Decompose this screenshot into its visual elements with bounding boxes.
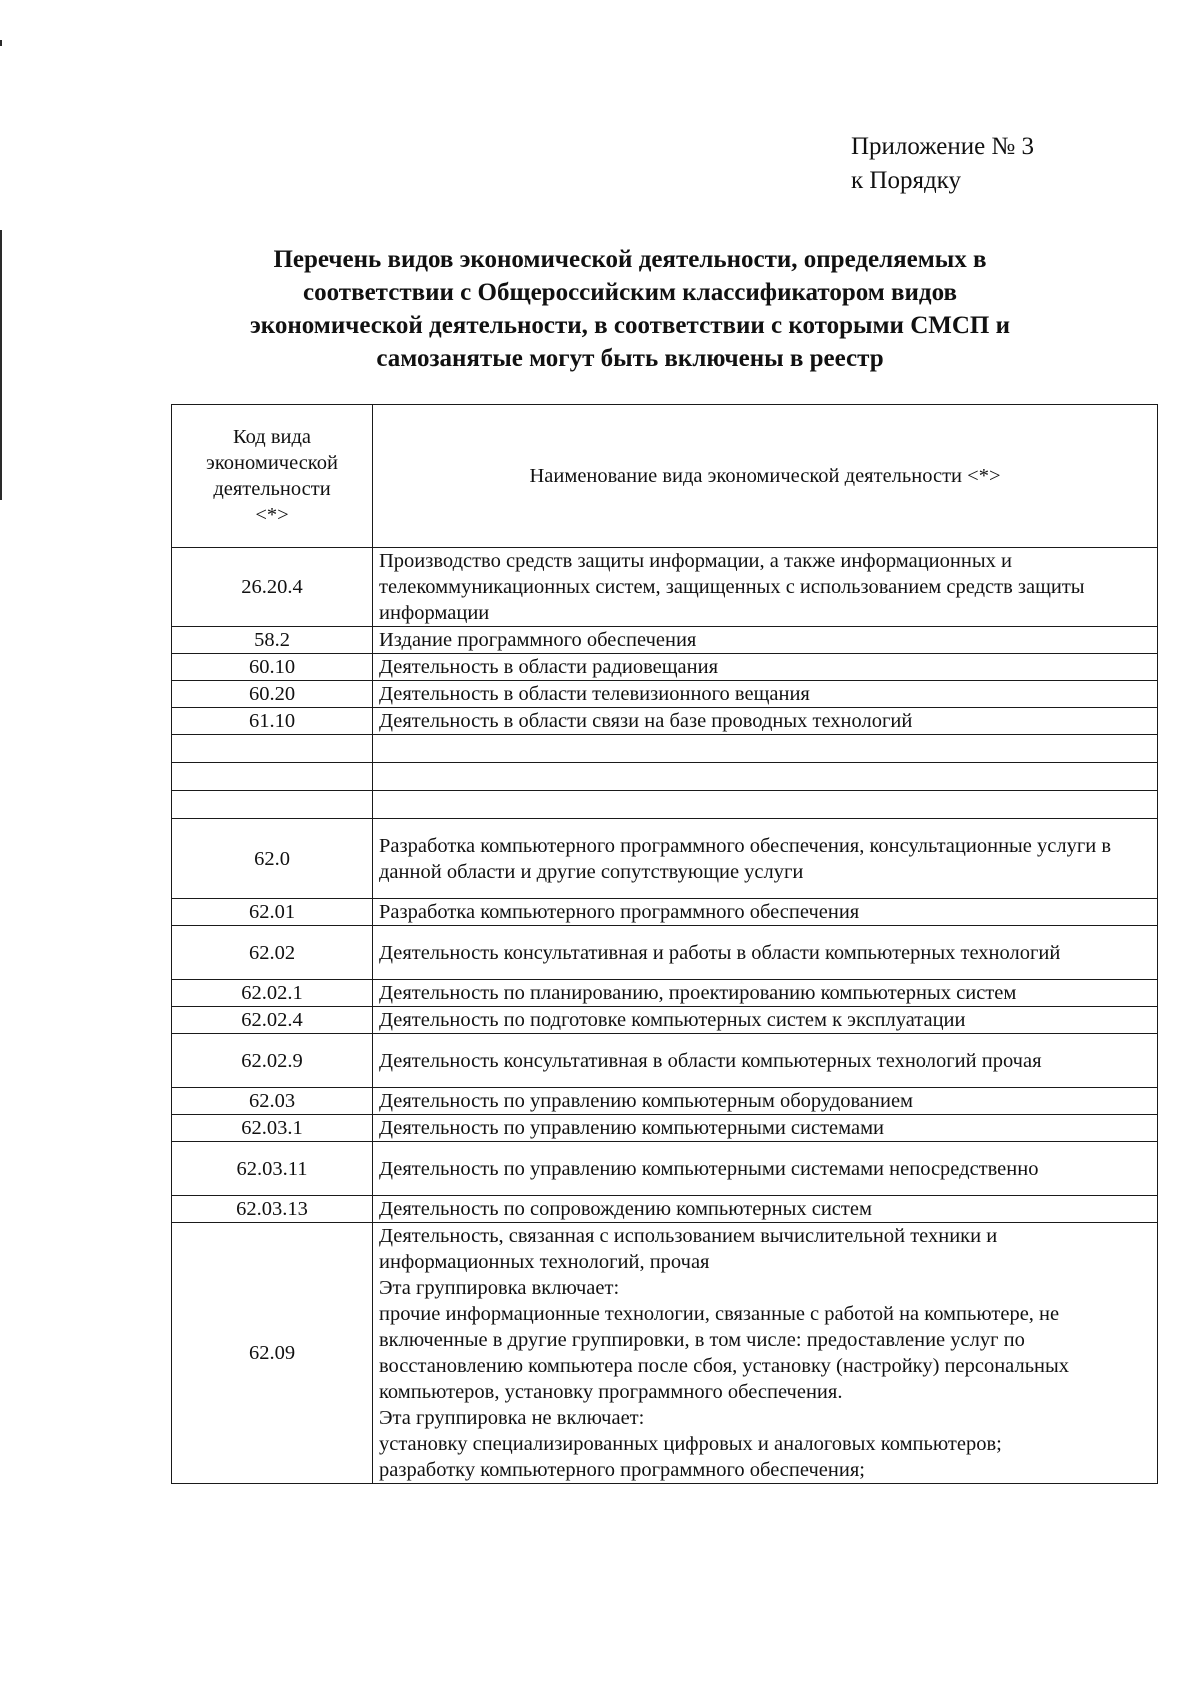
table-row <box>172 1115 1158 1142</box>
table-row <box>172 926 1158 980</box>
row-code: 62.02 <box>172 926 373 980</box>
header-code: Код вида экономической деятельности <*> <box>172 405 373 548</box>
row-code <box>172 763 373 791</box>
row-code: 62.03.11 <box>172 1142 373 1196</box>
row-name: Деятельность консультативная в области компьютерных технологий прочая <box>373 1034 1158 1088</box>
row-name-line: Эта группировка включает: <box>379 1277 620 1299</box>
table-row-empty <box>172 735 1158 763</box>
row-name: Деятельность по управлению компьютерным оборудованием <box>373 1088 1158 1115</box>
table-row <box>172 654 1158 681</box>
row-name: Издание программного обеспечения <box>373 627 1158 654</box>
row-code: 62.03 <box>172 1088 373 1115</box>
row-code: 62.0 <box>172 819 373 899</box>
row-code: 62.01 <box>172 899 373 926</box>
table-row <box>172 1196 1158 1223</box>
row-name: Деятельность по планированию, проектированию компьютерных систем <box>373 980 1158 1007</box>
row-code: 58.2 <box>172 627 373 654</box>
table-row-empty <box>172 763 1158 791</box>
row-name-line: установку специализированных цифровых и аналоговых компьютеров; <box>379 1433 1002 1455</box>
title-line: самозанятые могут быть включены в реестр <box>376 345 884 372</box>
table-row-empty <box>172 791 1158 819</box>
header-name: Наименование вида экономической деятельности <*> <box>373 405 1158 548</box>
table-row <box>172 1007 1158 1034</box>
scan-edge-mark-top <box>0 40 2 46</box>
appendix-reference: к Порядку <box>851 167 961 194</box>
row-name-line: разработку компьютерного программного обеспечения; <box>379 1459 865 1481</box>
table-row <box>172 1034 1158 1088</box>
row-code: 62.03.13 <box>172 1196 373 1223</box>
row-name <box>373 735 1158 763</box>
row-code <box>172 791 373 819</box>
table-row <box>172 548 1158 627</box>
row-code: 62.03.1 <box>172 1115 373 1142</box>
row-name: Разработка компьютерного программного обеспечения, консультационные услуги в данной области и другие сопутствующие услуги <box>373 819 1158 899</box>
table-row <box>172 708 1158 735</box>
row-code: 62.02.9 <box>172 1034 373 1088</box>
row-code: 60.20 <box>172 681 373 708</box>
table-row <box>172 681 1158 708</box>
row-code: 62.09 <box>172 1223 373 1484</box>
table-row <box>172 899 1158 926</box>
row-name-line: Деятельность, связанная с использованием вычислительной техники и информационных технологий, прочая <box>379 1225 998 1273</box>
appendix-number: Приложение № 3 <box>851 133 1035 160</box>
activity-codes-table <box>171 404 1158 1484</box>
row-name <box>373 791 1158 819</box>
appendix-label <box>851 130 1034 198</box>
row-code: 26.20.4 <box>172 548 373 627</box>
table-row <box>172 627 1158 654</box>
row-code: 61.10 <box>172 708 373 735</box>
title-line: соответствии с Общероссийским классификатором видов <box>303 279 957 306</box>
row-code: 60.10 <box>172 654 373 681</box>
scan-edge-mark-middle <box>0 230 2 500</box>
row-name: Деятельность в области радиовещания <box>373 654 1158 681</box>
row-name: Деятельность в области телевизионного вещания <box>373 681 1158 708</box>
row-name-line: прочие информационные технологии, связанные с работой на компьютере, не включенные в другие группировки, в том числе: предоставление услуг по восстановлению компьютера после сбоя, установку (настройку) персональных компьютеров, установку программного обеспечения. <box>379 1303 1070 1403</box>
row-name: Разработка компьютерного программного обеспечения <box>373 899 1158 926</box>
title-line: Перечень видов экономической деятельности, определяемых в <box>273 246 987 273</box>
table-row <box>172 1223 1158 1484</box>
row-code <box>172 735 373 763</box>
row-name: Деятельность консультативная и работы в области компьютерных технологий <box>373 926 1158 980</box>
row-name: Деятельность в области связи на базе проводных технологий <box>373 708 1158 735</box>
table-row <box>172 1142 1158 1196</box>
row-name-line: Эта группировка не включает: <box>379 1407 645 1429</box>
table-row <box>172 819 1158 899</box>
row-name-long <box>373 1223 1158 1484</box>
row-name: Деятельность по подготовке компьютерных систем к эксплуатации <box>373 1007 1158 1034</box>
table-row <box>172 1088 1158 1115</box>
title-line: экономической деятельности, в соответствии с которыми СМСП и <box>249 312 1010 339</box>
row-name: Деятельность по управлению компьютерными системами <box>373 1115 1158 1142</box>
row-name: Деятельность по управлению компьютерными системами непосредственно <box>373 1142 1158 1196</box>
table-row <box>172 980 1158 1007</box>
row-name: Деятельность по сопровождению компьютерных систем <box>373 1196 1158 1223</box>
row-code: 62.02.4 <box>172 1007 373 1034</box>
row-name <box>373 763 1158 791</box>
table-header-row <box>172 405 1158 548</box>
document-title <box>190 243 1070 375</box>
row-name: Производство средств защиты информации, а также информационных и телекоммуникационных систем, защищенных с использованием средств защиты информации <box>373 548 1158 627</box>
row-code: 62.02.1 <box>172 980 373 1007</box>
